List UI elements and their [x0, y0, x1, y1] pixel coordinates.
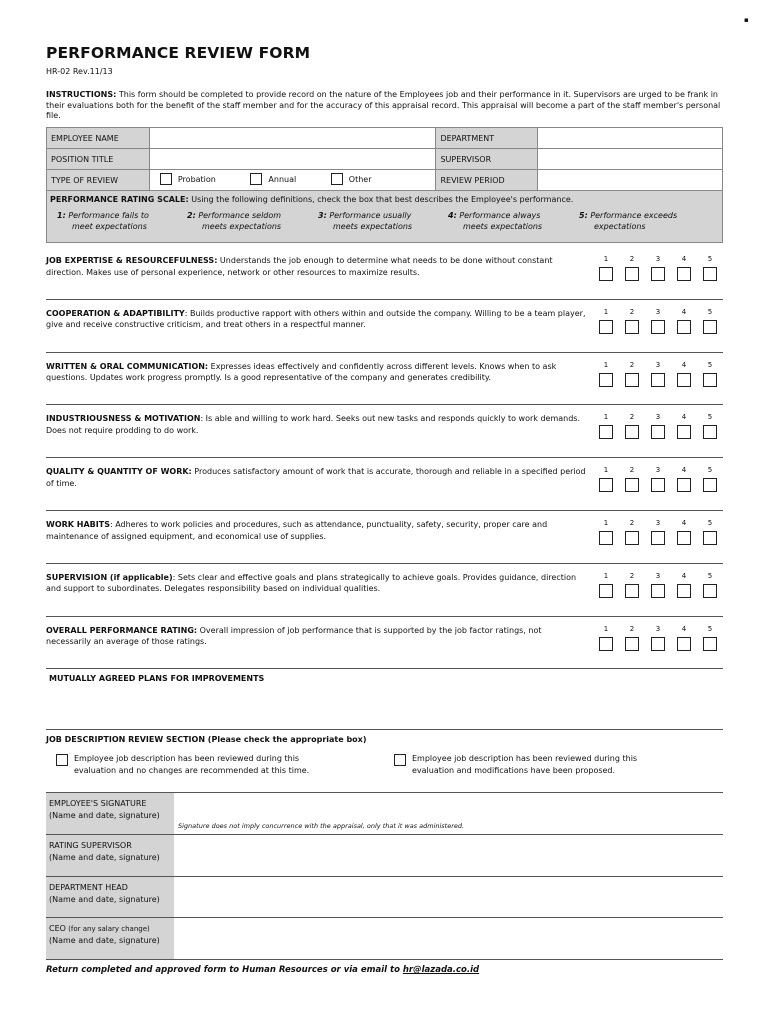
criterion-label: OVERALL PERFORMANCE RATING: [46, 625, 198, 635]
criterion-label: QUALITY & QUANTITY OF WORK: [46, 467, 192, 477]
scale-num: 4: [448, 211, 457, 220]
rating-number: 4 [681, 571, 687, 580]
rating-checkbox-1[interactable] [599, 425, 613, 439]
supervisor-field[interactable] [538, 149, 723, 170]
criterion-description: : Builds productive rapport with others within and outside the company. Willing to be a team player, give and receive constructive criticism, and treat others in a respectful manner. [46, 308, 586, 330]
criterion-row [46, 511, 723, 564]
rating-checkbox-2[interactable] [625, 531, 639, 545]
annual-label: Annual [268, 174, 297, 184]
criterion-row [46, 300, 723, 353]
criterion-label: WORK HABITS [46, 520, 110, 529]
criterion-row [46, 458, 723, 511]
rating-number: 2 [629, 255, 635, 263]
criterion-row [46, 564, 723, 617]
rating-scale-text: Using the following definitions, check the box that best describes the Employee's performance. [188, 195, 574, 204]
sig-label: CEO [49, 924, 66, 933]
rating-checkbox-2[interactable] [625, 425, 639, 439]
rating-number: 5 [707, 307, 713, 316]
rating-checkbox-2[interactable] [625, 320, 639, 334]
scale-item [318, 210, 412, 232]
review-type-other[interactable] [325, 173, 372, 185]
criterion-text [46, 361, 588, 384]
rating-checkbox-5[interactable] [703, 425, 717, 439]
review-form-page [46, 0, 723, 1024]
criterion-description: Expresses ideas effectively and confidently across different levels. Knows when to ask questions. Updates work progress promptly. Is a good representative of the company and generates credibility. [46, 361, 557, 383]
supervisor-label: SUPERVISOR [436, 149, 538, 170]
rating-number: 1 [603, 360, 609, 369]
rating-checkboxes [599, 320, 723, 334]
rating-checkbox-2[interactable] [625, 637, 639, 651]
criterion-description: : Is able and willing to work hard. Seeks out new tasks and responds quickly to work demands. Does not require prodding to do work. [46, 414, 580, 435]
rating-checkbox-5[interactable] [703, 637, 717, 651]
department-head-field[interactable] [174, 876, 723, 918]
rating-number: 1 [603, 519, 609, 527]
rating-number: 5 [707, 413, 713, 422]
sig-label: DEPARTMENT HEAD [49, 882, 128, 892]
scale-desc: Performance exceeds [590, 211, 678, 220]
rating-number: 4 [681, 413, 687, 422]
rating-number: 5 [707, 571, 713, 580]
jd-title-extra: (Please check the appropriate box) [205, 735, 367, 744]
rating-number: 3 [655, 571, 661, 580]
probation-label: Probation [177, 174, 216, 184]
criterion-description: : Sets clear and effective goals and plans strategically to achieve goals. Provides guidance, direction and support to subordinates. Delegates responsibility based on individual qualities. [46, 572, 577, 594]
rating-number: 4 [681, 255, 687, 263]
rating-number: 4 [681, 624, 687, 633]
scale-desc: expectations [594, 222, 646, 231]
rating-checkbox-3[interactable] [651, 531, 665, 545]
rating-number: 2 [629, 307, 635, 316]
rating-checkbox-4[interactable] [677, 531, 691, 545]
scale-desc: meets expectations [333, 222, 413, 231]
criterion-row [46, 405, 723, 458]
criterion-text [46, 572, 588, 595]
rating-supervisor-field[interactable] [174, 835, 723, 877]
rating-checkboxes [599, 584, 723, 598]
jd-title-bold: JOB DESCRIPTION REVIEW SECTION [46, 735, 206, 744]
scale-num: 1: [57, 211, 66, 220]
rating-checkbox-5[interactable] [703, 320, 717, 334]
rating-number: 2 [629, 413, 635, 422]
rating-checkboxes [599, 478, 723, 492]
rating-checkbox-1[interactable] [599, 373, 613, 387]
rating-checkbox-3[interactable] [651, 478, 665, 492]
scale-desc: Performance usually [329, 211, 412, 220]
rating-scale [46, 191, 723, 243]
rating-checkbox-5[interactable] [703, 531, 717, 545]
rating-checkbox-4[interactable] [677, 584, 691, 598]
hr-email-link[interactable]: hr@lazada.co.id [402, 965, 480, 975]
jd-no-changes-checkbox[interactable] [56, 754, 68, 766]
rating-checkbox-3[interactable] [651, 320, 665, 334]
rating-checkboxes [599, 267, 723, 281]
criterion-label: JOB EXPERTISE & RESOURCEFULNESS: [46, 256, 218, 265]
scale-item [187, 210, 281, 232]
rating-checkbox-5[interactable] [703, 373, 717, 387]
rating-number: 1 [603, 466, 609, 475]
rating-checkbox-2[interactable] [625, 584, 639, 598]
sig-sub: (Name and date, signature) [49, 811, 160, 820]
other-checkbox[interactable] [331, 173, 343, 185]
criterion-row [46, 247, 723, 300]
rating-number: 1 [603, 624, 609, 633]
rating-supervisor-label [46, 835, 174, 877]
rating-number: 1 [603, 307, 609, 316]
sig-sub: (Name and date, signature) [49, 853, 160, 862]
rating-checkbox-5[interactable] [703, 267, 717, 281]
scale-item [579, 210, 677, 232]
rating-number: 5 [707, 360, 713, 369]
rating-number: 5 [707, 624, 713, 633]
scale-desc: Performance fails to [68, 211, 149, 220]
footer-note [46, 965, 479, 975]
rating-scale-title [50, 195, 573, 204]
criterion-row [46, 617, 723, 670]
criterion-description: : Adheres to work policies and procedures, such as attendance, punctuality, safety, security, proper care and maintenance of assigned equipment, and economical use of supplies. [46, 520, 548, 541]
instructions [46, 90, 721, 122]
review-period-field[interactable] [538, 170, 723, 191]
rating-checkbox-4[interactable] [677, 320, 691, 334]
rating-number: 4 [681, 360, 687, 369]
rating-checkbox-1[interactable] [599, 637, 613, 651]
department-label: DEPARTMENT [436, 128, 538, 149]
type-of-review-label: TYPE OF REVIEW [47, 170, 150, 191]
rating-checkbox-4[interactable] [677, 478, 691, 492]
criterion-text [46, 308, 588, 331]
ceo-field[interactable] [174, 918, 723, 960]
rating-checkboxes [599, 425, 723, 439]
criterion-text [46, 466, 588, 489]
rating-checkbox-1[interactable] [599, 320, 613, 334]
criterion-text [46, 519, 588, 542]
scale-desc: Performance always [459, 211, 541, 220]
rating-checkbox-1[interactable] [599, 478, 613, 492]
rating-checkbox-5[interactable] [703, 584, 717, 598]
scale-desc: meets expectations [463, 222, 543, 231]
rating-number: 5 [707, 255, 713, 263]
review-period-label: REVIEW PERIOD [436, 170, 538, 191]
job-description-title [46, 735, 366, 744]
rating-number: 2 [629, 624, 635, 633]
rating-checkbox-3[interactable] [651, 584, 665, 598]
rating-number: 5 [707, 466, 713, 475]
plans-area[interactable] [46, 729, 723, 730]
criterion-label: INDUSTRIOUSNESS & MOTIVATION [46, 414, 201, 424]
jd-no-changes-text: Employee job description has been reviewed during this evaluation and no changes are recommended at this time. [74, 754, 310, 775]
scale-item [448, 210, 542, 232]
rating-checkboxes [599, 531, 723, 545]
rating-checkbox-2[interactable] [625, 267, 639, 281]
employee-name-field[interactable] [149, 128, 436, 149]
rating-checkbox-3[interactable] [651, 425, 665, 439]
rating-checkbox-3[interactable] [651, 637, 665, 651]
rating-checkbox-3[interactable] [651, 267, 665, 281]
criterion-label: SUPERVISION (if applicable) [46, 572, 173, 582]
jd-modifications-text: Employee job description has been reviewed during this evaluation and modifications have been proposed. [412, 754, 638, 775]
rating-number: 2 [629, 519, 635, 527]
rating-checkbox-1[interactable] [599, 584, 613, 598]
scale-desc: Performance seldom [198, 211, 282, 220]
rating-checkbox-4[interactable] [677, 637, 691, 651]
signature-note: Signature does not imply concurrence with the appraisal, only that it was administered. [178, 822, 465, 830]
ceo-label [46, 918, 174, 960]
rating-number: 1 [603, 255, 609, 263]
criterion-description: Understands the job enough to determine what needs to be done without constant direction. Makes use of personal experience, network or other resources to maximize results. [46, 256, 553, 277]
criterion-description: Overall impression of job performance that is supported by the job factor ratings, not necessarily an average of those ratings. [46, 625, 542, 647]
jd-modifications-checkbox[interactable] [394, 754, 406, 766]
rating-number: 1 [603, 413, 609, 422]
sig-label: EMPLOYEE'S SIGNATURE [49, 799, 147, 808]
scale-num: 2: [187, 211, 196, 220]
rating-scale-label: PERFORMANCE RATING SCALE: [50, 195, 189, 204]
rating-number: 3 [655, 466, 661, 475]
employee-info-table [46, 127, 723, 191]
rating-checkbox-2[interactable] [625, 478, 639, 492]
rating-number: 1 [603, 571, 609, 580]
rating-checkbox-2[interactable] [625, 373, 639, 387]
plans-title: MUTUALLY AGREED PLANS FOR IMPROVEMENTS [49, 674, 265, 683]
criterion-text [46, 625, 588, 648]
rating-number: 3 [655, 255, 661, 263]
department-head-label [46, 876, 174, 918]
footer-text: Return completed and approved form to Human Resources or via email to [46, 965, 403, 975]
rating-checkbox-3[interactable] [651, 373, 665, 387]
rating-checkboxes [599, 373, 723, 387]
employee-name-label: EMPLOYEE NAME [47, 128, 150, 149]
scale-desc: meet expectations [72, 222, 147, 231]
other-label: Other [348, 174, 372, 184]
scale-item [57, 210, 149, 232]
scale-num: 5: [579, 211, 588, 220]
rating-number: 5 [707, 519, 713, 527]
review-type-annual[interactable] [244, 173, 296, 185]
rating-number: 3 [655, 413, 661, 422]
employee-signature-label [46, 793, 174, 835]
probation-checkbox[interactable] [160, 173, 172, 185]
rating-number: 3 [655, 307, 661, 316]
instructions-text: This form should be completed to provide record on the nature of the Employees job and their performance in it. Supervisors are urged to be frank in their evaluations both for the benefit of the staff member and for the accuracy of this appraisal record. This appraisal will become a part of the staff member's personal file. [46, 90, 721, 120]
criterion-description: Produces satisfactory amount of work that is accurate, thorough and reliable in a specified period of time. [46, 467, 586, 488]
rating-checkbox-1[interactable] [599, 531, 613, 545]
rating-number: 2 [629, 360, 635, 369]
rating-number: 4 [681, 307, 687, 316]
rating-checkbox-4[interactable] [677, 425, 691, 439]
form-title: PERFORMANCE REVIEW FORM [46, 44, 311, 62]
position-title-label: POSITION TITLE [47, 149, 150, 170]
criterion-label: WRITTEN & ORAL COMMUNICATION: [46, 361, 209, 371]
instructions-label: INSTRUCTIONS: [46, 90, 117, 99]
rating-number: 3 [655, 360, 661, 369]
rating-number: 4 [681, 466, 687, 475]
scale-desc: meets expectations [202, 222, 282, 231]
rating-checkbox-5[interactable] [703, 478, 717, 492]
criterion-label: COOPERATION & ADAPTIBILITY [46, 308, 185, 318]
form-code: HR-02 Rev.11/13 [46, 67, 113, 76]
rating-number: 2 [629, 571, 635, 580]
department-field[interactable] [538, 128, 723, 149]
rating-number: 3 [655, 519, 661, 527]
annual-checkbox[interactable] [250, 173, 262, 185]
criterion-text [46, 413, 588, 436]
employee-signature-field[interactable] [174, 793, 723, 835]
sig-sub: (Name and date, signature) [49, 936, 160, 945]
criterion-text [46, 255, 588, 278]
rating-checkbox-4[interactable] [677, 373, 691, 387]
rating-number: 3 [655, 624, 661, 633]
rating-number: 4 [681, 519, 687, 527]
rating-checkboxes [599, 637, 723, 651]
sig-sub: (Name and date, signature) [49, 894, 160, 904]
criterion-row [46, 353, 723, 406]
sig-label: RATING SUPERVISOR [49, 841, 132, 850]
rating-checkbox-1[interactable] [599, 267, 613, 281]
sig-label-extra: (for any salary change) [65, 925, 150, 933]
review-type-options [149, 170, 436, 191]
scale-num: 3: [318, 211, 327, 220]
corner-mark: ▪ [744, 16, 749, 24]
rating-number: 2 [629, 466, 635, 475]
position-title-field[interactable] [149, 149, 436, 170]
review-type-probation[interactable] [154, 173, 216, 185]
signature-table [46, 793, 723, 960]
rating-checkbox-4[interactable] [677, 267, 691, 281]
